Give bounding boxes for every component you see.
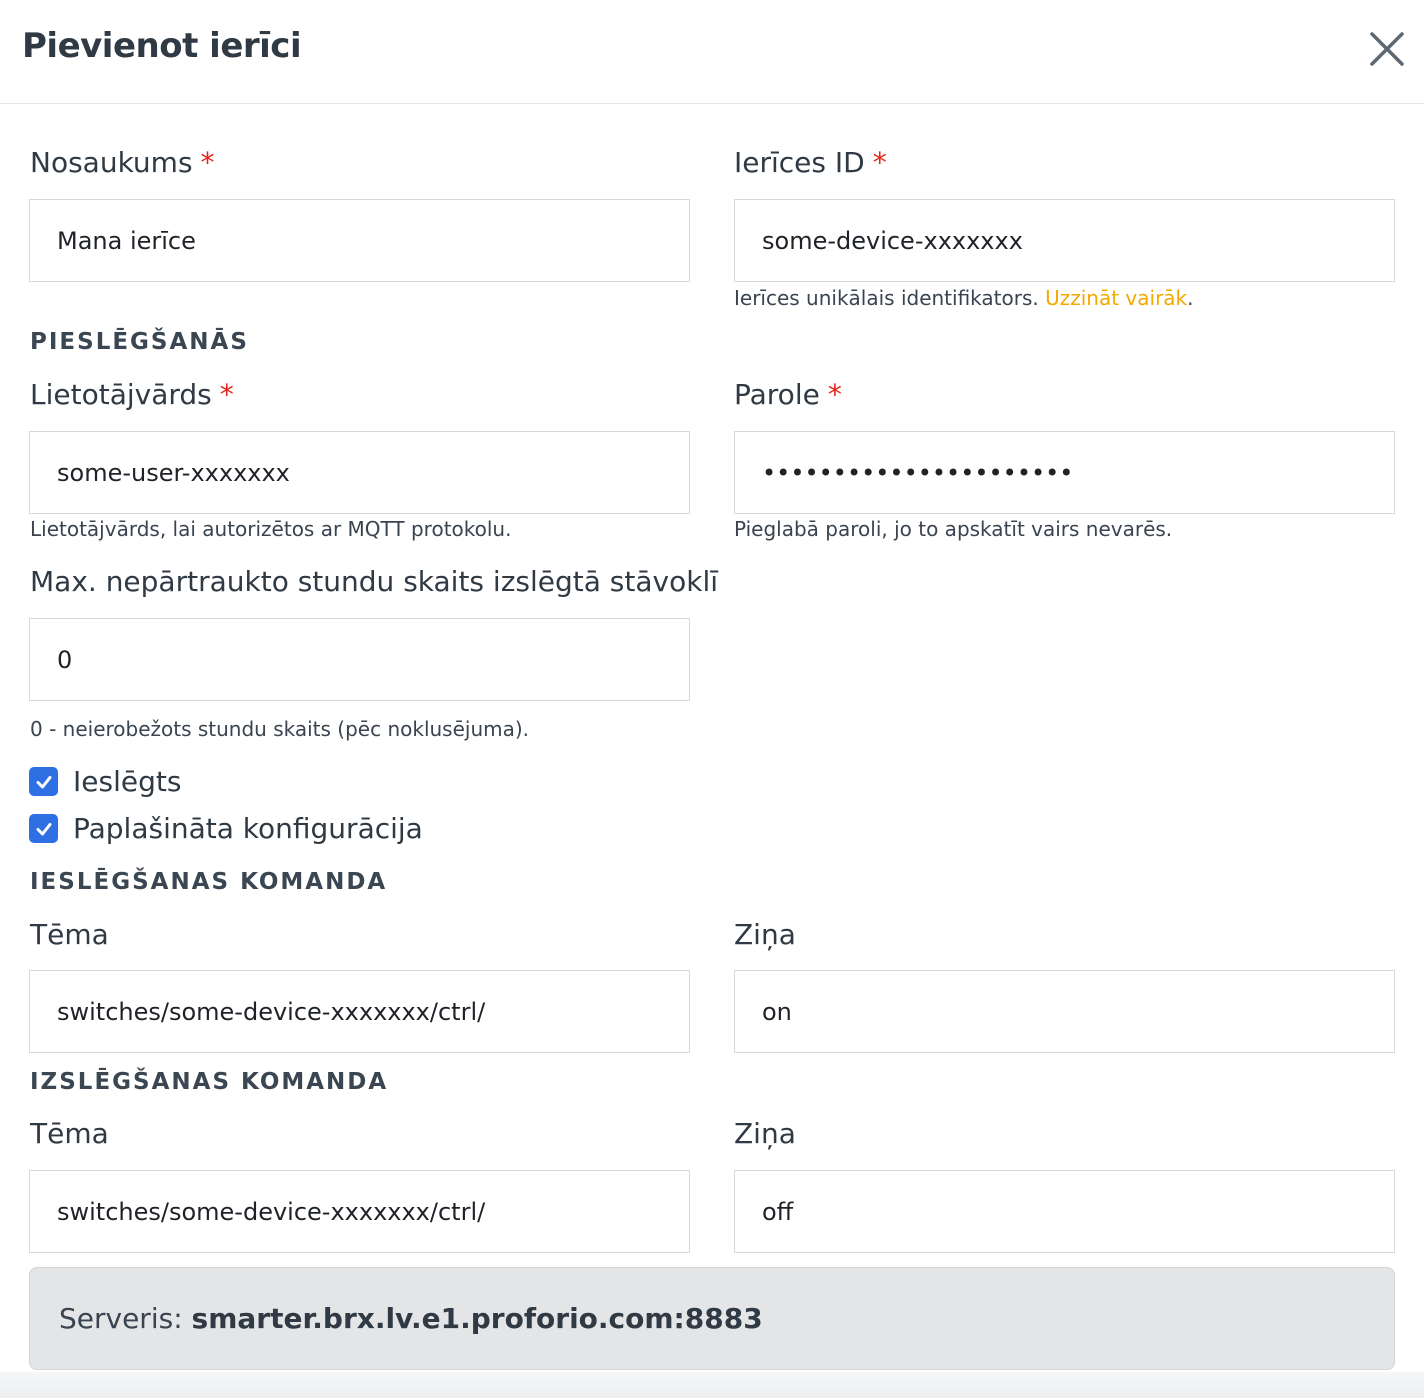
device-id-label: Ierīces ID * <box>734 146 887 179</box>
off-message-input[interactable] <box>734 1170 1395 1253</box>
on-command-section-title: IESLĒGŠANAS KOMANDA <box>30 869 388 895</box>
username-label: Lietotājvārds * <box>30 378 234 411</box>
name-label: Nosaukums * <box>30 146 215 179</box>
required-mark: * <box>200 146 215 179</box>
password-help: Pieglabā paroli, jo to apskatīt vairs nevarēs. <box>734 517 1173 541</box>
checkmark-icon <box>34 819 54 839</box>
required-mark: * <box>827 378 842 411</box>
username-help: Lietotājvārds, lai autorizētos ar MQTT protokolu. <box>30 517 512 541</box>
server-info <box>59 1302 763 1335</box>
on-message-label: Ziņa <box>734 918 796 951</box>
server-address: smarter.brx.lv.e1.proforio.com:8883 <box>191 1302 763 1335</box>
on-topic-label: Tēma <box>30 918 109 951</box>
dialog-title: Pievienot ierīci <box>22 26 302 66</box>
password-input[interactable] <box>734 431 1395 514</box>
max-hours-help: 0 - neierobežots stundu skaits (pēc noklusējuma). <box>30 717 530 741</box>
enabled-checkbox[interactable] <box>29 767 58 796</box>
required-mark: * <box>219 378 234 411</box>
server-info-box <box>29 1267 1395 1370</box>
off-message-label: Ziņa <box>734 1117 796 1150</box>
on-topic-input[interactable] <box>29 970 690 1053</box>
advanced-checkbox[interactable] <box>29 814 58 843</box>
on-message-input[interactable] <box>734 970 1395 1053</box>
close-button[interactable] <box>1366 28 1408 70</box>
required-mark: * <box>872 146 887 179</box>
learn-more-link[interactable]: Uzzināt vairāk <box>1045 286 1188 310</box>
max-hours-input[interactable] <box>29 618 690 701</box>
name-input[interactable] <box>29 199 690 282</box>
device-id-input[interactable] <box>734 199 1395 282</box>
advanced-checkbox-row[interactable] <box>29 812 423 845</box>
enabled-label: Ieslēgts <box>73 765 182 798</box>
connection-section-title: PIESLĒGŠANĀS <box>30 329 249 355</box>
advanced-label: Paplašināta konfigurācija <box>73 812 423 845</box>
off-command-section-title: IZSLĒGŠANAS KOMANDA <box>30 1069 389 1095</box>
checkmark-icon <box>34 772 54 792</box>
dialog-footer-edge <box>0 1372 1424 1398</box>
close-icon <box>1366 28 1408 70</box>
off-topic-label: Tēma <box>30 1117 109 1150</box>
enabled-checkbox-row[interactable] <box>29 765 181 798</box>
device-id-help: Ierīces unikālais identifikators. Uzzināt vairāk. <box>734 286 1194 310</box>
password-label: Parole * <box>734 378 842 411</box>
max-hours-label: Max. nepārtraukto stundu skaits izslēgtā stāvoklī <box>30 565 718 598</box>
server-label: Serveris: <box>59 1302 183 1335</box>
off-topic-input[interactable] <box>29 1170 690 1253</box>
username-input[interactable] <box>29 431 690 514</box>
dialog-header <box>0 0 1424 104</box>
